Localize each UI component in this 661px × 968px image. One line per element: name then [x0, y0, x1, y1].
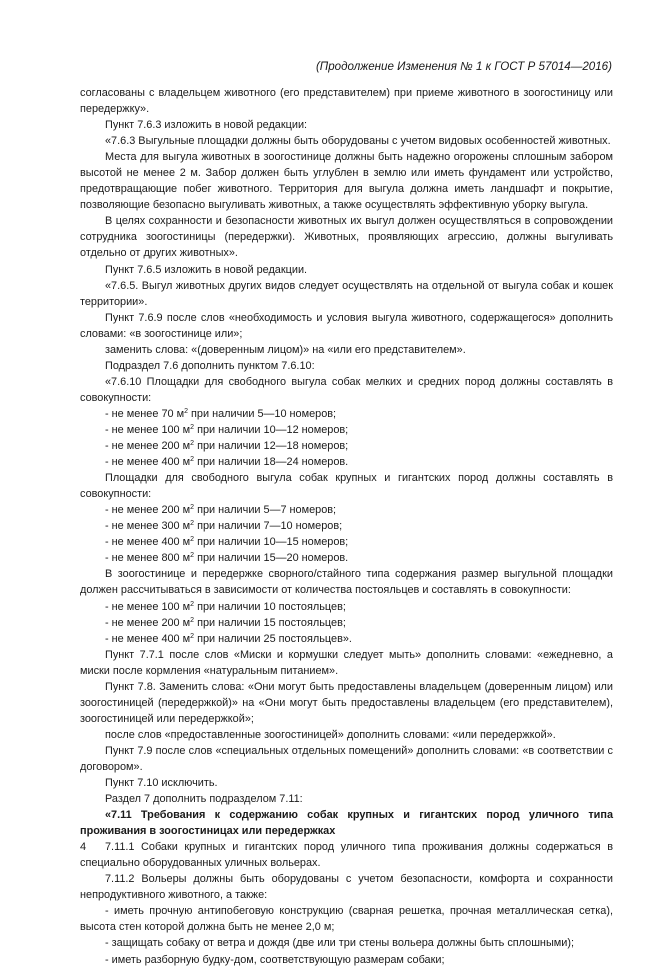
list-item: - не менее 70 $м^2$ при наличии 5—10 номеров; — [105, 407, 337, 420]
paragraph: Пункт 7.10 исключить. — [105, 777, 218, 790]
paragraph: Подраздел 7.6 дополнить пунктом 7.6.10: — [105, 359, 315, 372]
list-item: - не менее 200 $м^2$ при наличии 5—7 номеров; — [105, 504, 337, 517]
paragraph: Пункт 7.7.1 после слов «Миски и кормушки следует мыть» дополнить словами: «ежедневно, а миски после кормления «натуральным питанием». — [80, 648, 613, 677]
paragraph: Пункт 7.9 после слов «специальных отдельных помещений» дополнить словами: «в соответствии с договором». — [80, 744, 613, 773]
paragraph: после слов «предоставленные зоогостиницей» дополнить словами: «или передержкой». — [105, 728, 556, 741]
paragraph: Пункт 7.6.9 после слов «необходимость и условия выгула животного, содержащегося» дополнить словами: «в зоогостинице или»; — [80, 311, 613, 340]
list-item: - не менее 800 $м^2$ при наличии 15—20 номеров. — [105, 552, 349, 565]
paragraph: Места для выгула животных в зоогостинице должны быть надежно огорожены сплошным забором высотой не менее 2 м. Забор должен быть углублен в землю или иметь фундамент или устройство, предотвращающие побег животного. Территория для выгула должна иметь ландшафт и покрытие, позволяющие безопасно выгуливать животных, а также осуществлять эффективную уборку выгула. — [80, 151, 613, 212]
list-item: - не менее 100 $м^2$ при наличии 10—12 номеров; — [105, 423, 349, 436]
paragraph: «7.6.5. Выгул животных других видов следует осуществлять на отдельной от выгула собак и кошек территории». — [80, 279, 613, 308]
list-item: - иметь разборную будку-дом, соответствующую размерам собаки; — [105, 953, 445, 966]
paragraph: Раздел 7 дополнить подразделом 7.11: — [105, 793, 303, 806]
list-item: - не менее 200 $м^2$ при наличии 12—18 номеров; — [105, 440, 349, 453]
document-body — [80, 85, 613, 968]
paragraph: Пункт 7.8. Заменить слова: «Они могут быть предоставлены владельцем (доверенным лицом) или зоогостиницей (передержкой)» на «Они могут быть предоставлены владельцем (его представителем), зоогостиницей или передержкой»; — [80, 680, 613, 725]
list-item: - защищать собаку от ветра и дождя (две или три стены вольера должны быть сплошными); — [105, 937, 574, 950]
paragraph: Пункт 7.6.5 изложить в новой редакции. — [105, 263, 308, 276]
paragraph: 7.11.1 Собаки крупных и гигантских пород уличного типа проживания должны содержаться в специально оборудованных уличных вольерах. — [80, 841, 613, 870]
list-item: - не менее 400 $м^2$ при наличии 25 постояльцев». — [105, 632, 352, 645]
paragraph: «7.6.10 Площадки для свободного выгула собак мелких и средних пород должны составлять в совокупности: — [80, 375, 613, 404]
paragraph: согласованы с владельцем животного (его представителем) при приеме животного в зоогостиницу или передержку». — [80, 87, 613, 116]
page-number: 4 — [80, 841, 87, 853]
list-item: - не менее 100 $м^2$ при наличии 10 постояльцев; — [105, 600, 346, 613]
list-item: - не менее 200 $м^2$ при наличии 15 постояльцев; — [105, 616, 346, 629]
small-breeds-list — [80, 406, 613, 470]
pack-type-list — [80, 599, 613, 647]
paragraph: «7.6.3 Выгульные площадки должны быть оборудованы с учетом видовых особенностей животных. — [105, 135, 611, 148]
running-header: (Продолжение Изменения № 1 к ГОСТ Р 57014—2016) — [315, 60, 612, 73]
list-item: - не менее 400 $м^2$ при наличии 18—24 номеров. — [105, 456, 349, 469]
paragraph: заменить слова: «(доверенным лицом)» на «или его представителем». — [105, 343, 466, 356]
list-item: - иметь прочную антипобеговую конструкцию (сварная решетка, прочная металлическая сетка), высота стен которой должна быть не менее 2,0 м; — [80, 905, 613, 934]
large-breeds-list — [80, 502, 613, 566]
list-item: - не менее 400 $м^2$ при наличии 10—15 номеров; — [105, 536, 349, 549]
paragraph: В зоогостинице и передержке сворного/стайного типа содержания размер выгульной площадки должен рассчитываться в зависимости от количества постояльцев и составлять в совокупности: — [80, 568, 613, 597]
paragraph: В целях сохранности и безопасности животных их выгул должен осуществляться в сопровождении сотрудника зоогостиницы (передержки). Животных, проявляющих агрессию, должны выгуливать отдельно от других животных». — [80, 215, 613, 260]
paragraph: Площадки для свободного выгула собак крупных и гигантских пород должны составлять в совокупности: — [80, 472, 613, 501]
section-heading: «7.11 Требования к содержанию собак крупных и гигантских пород уличного типа проживания в зоогостиницах или передержках — [80, 809, 613, 838]
list-item: - не менее 300 $м^2$ при наличии 7—10 номеров; — [105, 520, 343, 533]
paragraph: Пункт 7.6.3 изложить в новой редакции: — [105, 119, 308, 132]
paragraph: 7.11.2 Вольеры должны быть оборудованы с учетом безопасности, комфорта и сохранности непродуктивного животного, а также: — [80, 873, 613, 902]
